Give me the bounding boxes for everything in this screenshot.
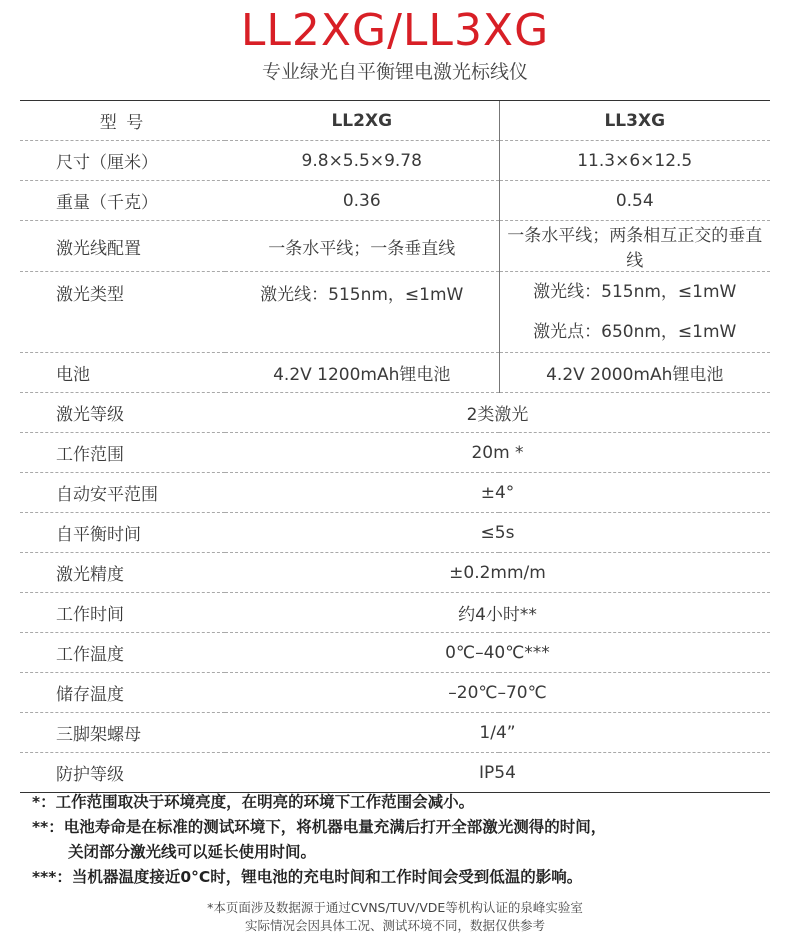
table-row bbox=[20, 633, 770, 673]
shared-value: –20℃–70℃ bbox=[225, 673, 770, 713]
ll3xg-value: 一条水平线；两条相互正交的垂直线 bbox=[499, 221, 770, 272]
row-label: 工作范围 bbox=[20, 433, 225, 473]
footnote-text: 工作范围取决于环境亮度，在明亮的环境下工作范围会减小。 bbox=[55, 793, 475, 811]
row-label: 防护等级 bbox=[20, 753, 225, 793]
row-label: 电池 bbox=[20, 353, 225, 393]
table-row bbox=[20, 513, 770, 553]
table-row bbox=[20, 713, 770, 753]
footnote-2-continued bbox=[32, 840, 772, 865]
shared-value: ±0.2mm/m bbox=[225, 553, 770, 593]
disclaimer-line-2: 实际情况会因具体工况、测试环境不同，数据仅供参考 bbox=[244, 918, 545, 933]
row-label: 激光精度 bbox=[20, 553, 225, 593]
row-label: 工作时间 bbox=[20, 593, 225, 633]
row-label: 激光类型 bbox=[20, 272, 225, 353]
row-label: 激光线配置 bbox=[20, 221, 225, 272]
table-row bbox=[20, 433, 770, 473]
footnote-marker: ***： bbox=[32, 868, 72, 886]
disclaimer bbox=[0, 899, 790, 935]
ll3xg-laser-dot-value: 激光点：650nm，≤1mW bbox=[533, 322, 737, 342]
table-row bbox=[20, 473, 770, 513]
row-label: 三脚架螺母 bbox=[20, 713, 225, 753]
row-label: 激光等级 bbox=[20, 393, 225, 433]
ll2xg-value: 0.36 bbox=[225, 181, 499, 221]
table-header-row bbox=[20, 101, 770, 141]
footnote-marker: **： bbox=[32, 818, 64, 836]
shared-value: 20m * bbox=[225, 433, 770, 473]
row-label: 重量（千克） bbox=[20, 181, 225, 221]
ll3xg-value: 4.2V 2000mAh锂电池 bbox=[499, 353, 770, 393]
ll3xg-value-group bbox=[499, 272, 770, 353]
model-header-label: 型 号 bbox=[20, 101, 225, 141]
shared-value: ≤5s bbox=[225, 513, 770, 553]
table-row bbox=[20, 221, 770, 272]
table-row bbox=[20, 181, 770, 221]
model-ll3xg-header: LL3XG bbox=[499, 101, 770, 141]
ll2xg-value: 激光线：515nm，≤1mW bbox=[225, 272, 499, 353]
row-label: 储存温度 bbox=[20, 673, 225, 713]
ll3xg-value: 0.54 bbox=[499, 181, 770, 221]
table-row bbox=[20, 553, 770, 593]
table-row bbox=[20, 353, 770, 393]
footnote-text: 当机器温度接近0°C时，锂电池的充电时间和工作时间会受到低温的影响。 bbox=[71, 868, 583, 886]
footnotes bbox=[32, 790, 772, 890]
table-row bbox=[20, 753, 770, 793]
shared-value: IP54 bbox=[225, 753, 770, 793]
product-title: LL2XG/LL3XG bbox=[240, 5, 550, 56]
footnote-1 bbox=[32, 790, 772, 815]
shared-value: 2类激光 bbox=[225, 393, 770, 433]
table-row bbox=[20, 673, 770, 713]
table-row bbox=[20, 393, 770, 433]
footnote-3 bbox=[32, 865, 772, 890]
footnote-text: 关闭部分激光线可以延长使用时间。 bbox=[68, 843, 317, 861]
model-ll2xg-header: LL2XG bbox=[225, 101, 499, 141]
spec-table bbox=[20, 100, 770, 793]
table-row bbox=[20, 141, 770, 181]
row-label: 自平衡时间 bbox=[20, 513, 225, 553]
shared-value: 0℃–40℃*** bbox=[225, 633, 770, 673]
table-row bbox=[20, 593, 770, 633]
footnote-text: 电池寿命是在标准的测试环境下，将机器电量充满后打开全部激光测得的时间， bbox=[63, 818, 607, 836]
ll2xg-value: 9.8×5.5×9.78 bbox=[225, 141, 499, 181]
shared-value: ±4° bbox=[225, 473, 770, 513]
ll2xg-value: 一条水平线；一条垂直线 bbox=[225, 221, 499, 272]
row-label: 自动安平范围 bbox=[20, 473, 225, 513]
shared-value: 1/4” bbox=[225, 713, 770, 753]
ll3xg-value: 11.3×6×12.5 bbox=[499, 141, 770, 181]
disclaimer-line-1: *本页面涉及数据源于通过CVNS/TUV/VDE等机构认证的泉峰实验室 bbox=[207, 900, 583, 915]
product-subtitle: 专业绿光自平衡锂电激光标线仪 bbox=[261, 61, 528, 83]
footnote-2 bbox=[32, 815, 772, 840]
footnote-marker: *： bbox=[32, 793, 56, 811]
row-label: 尺寸（厘米） bbox=[20, 141, 225, 181]
ll2xg-value: 4.2V 1200mAh锂电池 bbox=[225, 353, 499, 393]
ll3xg-laser-line-value: 激光线：515nm，≤1mW bbox=[533, 282, 737, 302]
shared-value: 约4小时** bbox=[225, 593, 770, 633]
row-label: 工作温度 bbox=[20, 633, 225, 673]
table-row bbox=[20, 272, 770, 353]
